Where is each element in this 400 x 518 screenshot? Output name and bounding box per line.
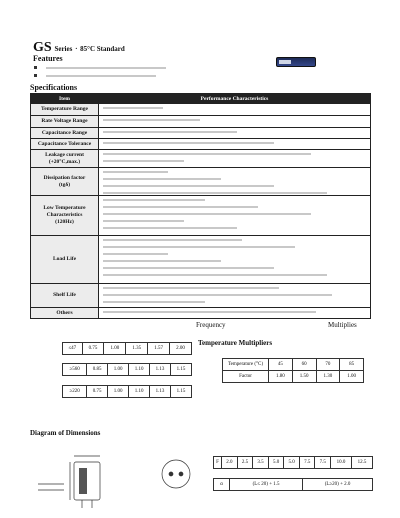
factor-cell: 1.00 (340, 371, 364, 383)
spec-row-label: Capacitance Range (31, 128, 99, 139)
factor-cell: 1.30 (316, 371, 340, 383)
spec-row-value (99, 128, 371, 139)
faint-text-line (103, 185, 274, 187)
faint-text-line (103, 178, 221, 180)
ripple-cell: 1.10 (129, 364, 150, 376)
faint-text-line (103, 142, 274, 144)
diagram-heading: Diagram of Dimensions (30, 429, 101, 437)
multipliers-label: Multiplies (328, 321, 357, 329)
capacitor-image (276, 57, 316, 67)
faint-text-line (103, 160, 184, 162)
f-cell: 2.5 (237, 457, 253, 469)
temp-label-cell: Temperature (°C) (223, 359, 269, 371)
temp-multipliers-title: Temperature Multipliers (198, 339, 273, 347)
sleeve-mark (79, 468, 87, 494)
factor-label-cell: Factor (223, 371, 269, 383)
bullet-icon (34, 74, 37, 77)
faint-text-line (103, 220, 184, 222)
ripple-cell: 1.00 (104, 343, 126, 355)
dimension-diagram (34, 440, 194, 510)
f-cell: 12.5 (351, 457, 372, 469)
faint-text-line (103, 260, 221, 262)
ripple-cap: ≤47 (63, 343, 83, 355)
specifications-heading: Specifications (30, 83, 78, 92)
feature-text-1 (46, 67, 166, 69)
spec-row-label: Others (31, 308, 99, 319)
faint-text-line (103, 253, 168, 255)
temp-multipliers-table (222, 358, 364, 383)
spec-row-value (99, 196, 371, 236)
series-subtitle: 85°C Standard (80, 45, 125, 53)
alpha-label: α (214, 479, 230, 491)
ripple-row-2 (62, 363, 192, 376)
ripple-cell: 1.15 (171, 386, 192, 398)
bullet-icon (34, 66, 37, 69)
f-cell: 7.5 (299, 457, 315, 469)
spec-row-value (99, 104, 371, 116)
ripple-cell: 1.10 (129, 386, 150, 398)
dimension-f-table (213, 456, 373, 469)
spec-row-label: Capacitance Tolerance (31, 139, 99, 150)
faint-text-line (103, 206, 258, 208)
feature-text-2 (46, 75, 156, 77)
ripple-row-1 (62, 342, 192, 355)
f-cell: 2.0 (222, 457, 238, 469)
temp-cell: 70 (316, 359, 340, 371)
spec-row-label: Rate Voltage Range (31, 116, 99, 128)
faint-text-line (103, 301, 205, 303)
faint-text-line (103, 171, 168, 173)
spec-row-label: Load Life (31, 236, 99, 284)
f-cell: 5.0 (268, 457, 284, 469)
faint-text-line (103, 267, 274, 269)
features-heading: Features (33, 54, 63, 63)
alpha-cell-a: (L≤ 20) + 1.5 (230, 479, 303, 491)
f-cell: 5.0 (284, 457, 300, 469)
faint-text-line (103, 246, 295, 248)
faint-text-line (103, 311, 316, 313)
temp-cell: 85 (340, 359, 364, 371)
ripple-row-3 (62, 385, 192, 398)
temp-cell: 60 (292, 359, 316, 371)
f-label: F (214, 457, 222, 469)
faint-text-line (103, 287, 279, 289)
spec-row-label: Dissipation factor (tgδ) (31, 168, 99, 196)
spec-header-perf: Performance Characteristics (99, 94, 371, 104)
faint-text-line (103, 153, 311, 155)
f-cell: 10.0 (331, 457, 352, 469)
faint-text-line (103, 107, 163, 109)
faint-text-line (103, 227, 237, 229)
spec-row-label: Shelf Life (31, 284, 99, 308)
ripple-cell: 0.75 (87, 386, 108, 398)
spec-row-label: Low Temperature Characteristics (120Hz) (31, 196, 99, 236)
ripple-cell: 1.35 (126, 343, 148, 355)
alpha-cell-b: (L≥20) + 2.0 (303, 479, 373, 491)
ripple-cell: 0.75 (82, 343, 104, 355)
spec-row-value (99, 308, 371, 319)
temp-cell: 45 (269, 359, 293, 371)
series-title: GS Series · 85°C Standard (33, 40, 125, 55)
faint-text-line (103, 119, 200, 121)
terminal-dot (179, 472, 183, 476)
f-cell: 3.5 (253, 457, 269, 469)
faint-text-line (103, 239, 242, 241)
spec-header-item: Item (31, 94, 99, 104)
dimension-alpha-table (213, 478, 373, 491)
spec-row-label: Temperature Range (31, 104, 99, 116)
ripple-cell: 1.15 (171, 364, 192, 376)
series-label: Series (54, 45, 73, 53)
faint-text-line (103, 199, 205, 201)
ripple-cell: 1.13 (150, 386, 171, 398)
faint-text-line (103, 192, 327, 194)
ripple-cell: 1.13 (150, 364, 171, 376)
spec-row-value (99, 139, 371, 150)
ripple-cap: ≥220 (63, 386, 87, 398)
f-cell: 7.5 (315, 457, 331, 469)
spec-row-value (99, 116, 371, 128)
terminal-dot (169, 472, 173, 476)
ripple-cell: 1.57 (148, 343, 170, 355)
ripple-cap: ≥560 (63, 364, 87, 376)
ripple-cell: 1.00 (108, 386, 129, 398)
faint-text-line (103, 294, 332, 296)
faint-text-line (103, 131, 237, 133)
faint-text-line (103, 274, 327, 276)
feature-bullet-2 (34, 74, 41, 79)
capacitor-top-view (162, 460, 190, 488)
factor-cell: 1.50 (292, 371, 316, 383)
ripple-cell: 0.85 (87, 364, 108, 376)
ripple-cell: 1.00 (108, 364, 129, 376)
series-code: GS (33, 40, 52, 55)
spec-row-label: Leakage current (+20°C,max.) (31, 150, 99, 168)
feature-bullet-1 (34, 66, 41, 71)
factor-cell: 1.80 (269, 371, 293, 383)
faint-text-line (103, 213, 311, 215)
ripple-cell: 2.00 (170, 343, 192, 355)
frequency-label: Frequency (196, 321, 226, 329)
